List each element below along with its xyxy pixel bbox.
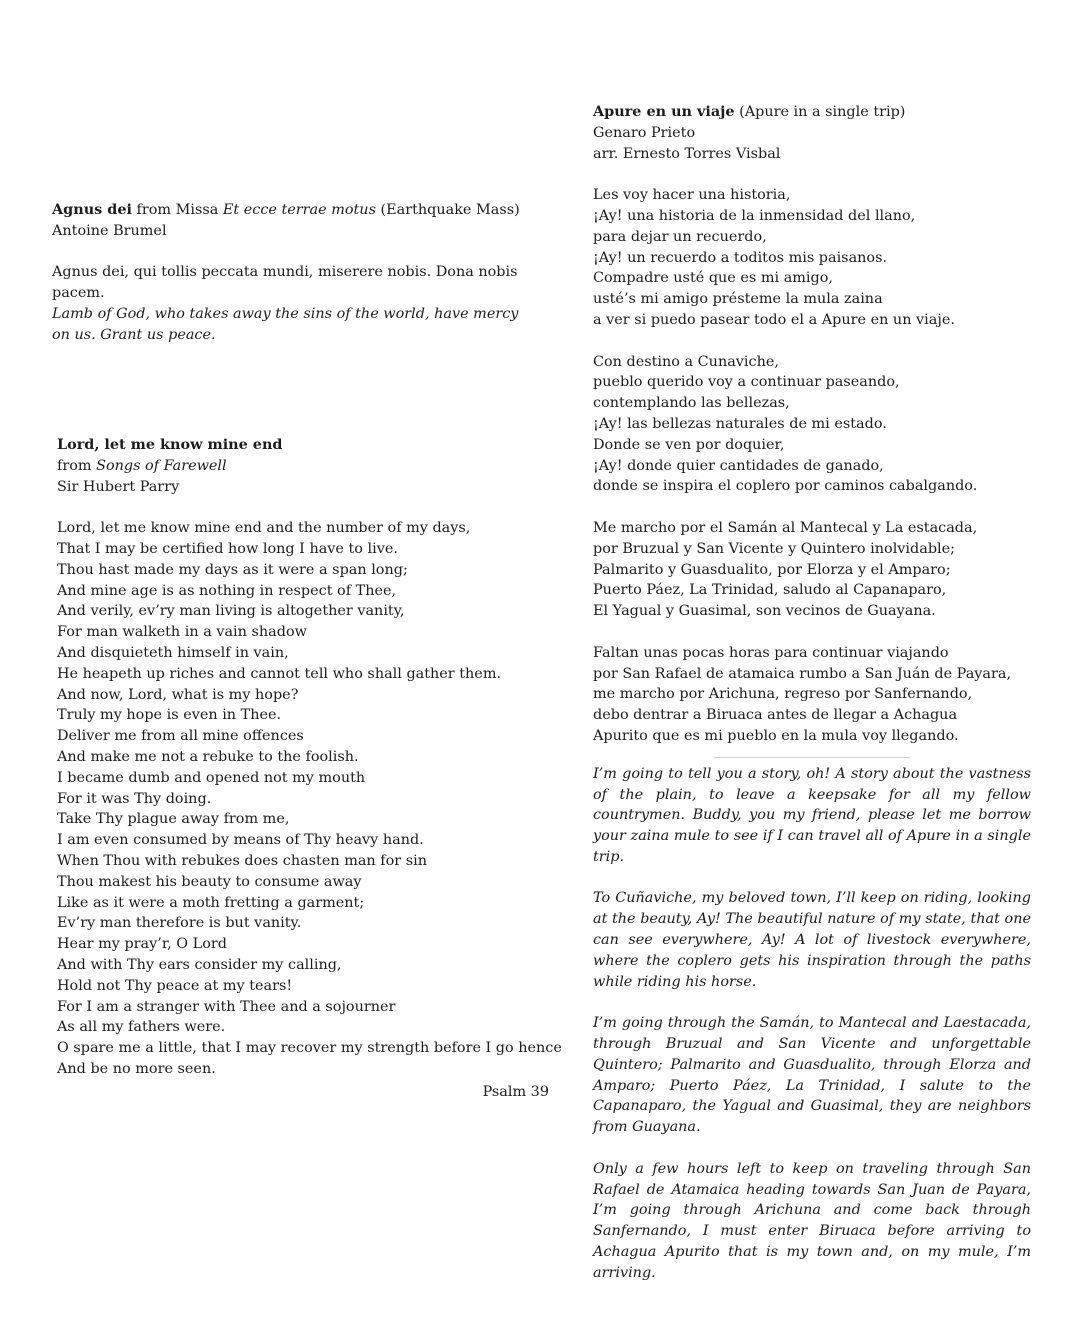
- apure-heading: [593, 102, 1031, 123]
- lyric-line: That I may be certified how long I have to live.: [57, 540, 398, 557]
- lyric-line: para dejar un recuerdo,: [593, 228, 767, 245]
- stanza: [593, 643, 1031, 747]
- agnus-heading: [52, 200, 550, 221]
- lyric-line: contemplando las bellezas,: [593, 395, 790, 412]
- lyric-line: Palmarito y Guasdualito, por Elorza y el Amparo;: [593, 561, 951, 578]
- translation-paragraph: I’m going through the Samán, to Mantecal and Laestacada, through Bruzual and San Vicente and unforgettable Quintero; Palmarito and Guasdualito, through Elorza and Amparo; Puerto Páez, La Trinidad, I salute to the Capanaparo, the Yagual and Guasimal, they are neighbors from Guayana.: [593, 1015, 1031, 1136]
- lyric-line: ¡Ay! un recuerdo a toditos mis paisanos.: [593, 249, 888, 266]
- lyric-line: Faltan unas pocas horas para continuar viajando: [593, 644, 949, 661]
- lyric-line: Thou makest his beauty to consume away: [57, 873, 362, 890]
- lyric-line: a ver si puedo pasear todo el a Apure en un viaje.: [593, 311, 955, 328]
- agnus-title: Agnus dei: [52, 201, 132, 218]
- stanza: [593, 352, 1031, 498]
- lyric-line: And mine age is as nothing in respect of Thee,: [57, 582, 397, 599]
- lord-collection: Songs of Farewell: [96, 457, 227, 474]
- lyric-line: I became dumb and opened not my mouth: [57, 769, 366, 786]
- lyric-line: For man walketh in a vain shadow: [57, 624, 307, 641]
- lyric-line: Apurito que es mi pueblo en la mula voy llegando.: [593, 727, 959, 744]
- agnus-latin-text: Agnus dei, qui tollis peccata mundi, miserere nobis. Dona nobis pacem.: [52, 264, 518, 302]
- lyric-line: Hear my pray’r, O Lord: [57, 936, 227, 953]
- apure-section: [593, 102, 1031, 1284]
- lyric-line: por Bruzual y San Vicente y Quintero inolvidable;: [593, 540, 956, 557]
- translation-paragraph: Only a few hours left to keep on traveling through San Rafael de Atamaica heading towards San Juan de Payara, I’m going through Arichuna and come back through Sanfernando, I must enter Biruaca before arriving to Achagua Apurito that is my town and, on my mule, I’m arriving.: [593, 1160, 1031, 1281]
- lyric-line: As all my fathers were.: [57, 1019, 226, 1036]
- stanza: [593, 185, 1031, 331]
- translation-paragraph: I’m going to tell you a story, oh! A story about the vastness of the plain, to leave a keepsake for all my fellow countrymen. Buddy, you my friend, please let me borrow your zaina mule to see if I can travel all of Apure in a single trip.: [593, 765, 1031, 865]
- lord-from: from: [57, 457, 97, 474]
- agnus-from: from Missa: [131, 202, 223, 218]
- lyric-line: For it was Thy doing.: [57, 790, 212, 807]
- lyric-line: And be no more seen.: [57, 1060, 216, 1077]
- lord-composer: Sir Hubert Parry: [57, 478, 180, 495]
- lyric-line: And disquieteth himself in vain,: [57, 644, 289, 661]
- lyric-line: O spare me a little, that I may recover my strength before I go hence: [57, 1040, 562, 1057]
- lyric-line: Compadre usté que es mi amigo,: [593, 270, 833, 287]
- lyric-line: Me marcho por el Samán al Mantecal y La estacada,: [593, 519, 978, 536]
- lyric-line: ¡Ay! las bellezas naturales de mi estado.: [593, 415, 887, 432]
- agnus-dei-section: [52, 200, 550, 346]
- lyric-line: ¡Ay! una historia de la inmensidad del llano,: [593, 207, 916, 224]
- lyric-line: donde se inspira el coplero por caminos cabalgando.: [593, 478, 978, 495]
- lyric-line: Take Thy plague away from me,: [57, 811, 290, 828]
- apure-arranger: arr. Ernesto Torres Visbal: [593, 145, 781, 162]
- lyric-line: He heapeth up riches and cannot tell who shall gather them.: [57, 665, 502, 682]
- lyric-line: And make me not a rebuke to the foolish.: [57, 748, 359, 765]
- lyric-line: Donde se ven por doquier,: [593, 436, 785, 453]
- lyric-line: And now, Lord, what is my hope?: [57, 686, 299, 703]
- lyric-line: And verily, ev’ry man living is altogether vanity,: [57, 603, 405, 620]
- apure-lyrics: [593, 185, 1031, 747]
- lyric-line: Thou hast made my days as it were a span long;: [57, 561, 408, 578]
- apure-translation: [593, 764, 1031, 1284]
- lyric-line: me marcho por Arichuna, regreso por Sanfernando,: [593, 686, 973, 703]
- agnus-mass-suffix: (Earthquake Mass): [375, 202, 520, 218]
- lyric-line: For I am a stranger with Thee and a sojourner: [57, 998, 396, 1015]
- lyric-line: El Yagual y Guasimal, son vecinos de Guayana.: [593, 603, 936, 620]
- translation-paragraph: To Cuñaviche, my beloved town, I’ll keep on riding, looking at the beauty, Ay! The beautiful nature of my state, that one can see everywhere, Ay! A lot of livestock everywhere, where the coplero gets his inspiration through the paths while riding his horse.: [593, 890, 1031, 990]
- lyric-line: And with Thy ears consider my calling,: [57, 956, 342, 973]
- lyric-line: Les voy hacer una historia,: [593, 187, 791, 204]
- apure-title: Apure en un viaje: [593, 103, 735, 120]
- lyric-line: Con destino a Cunaviche,: [593, 353, 779, 370]
- section-divider: [714, 757, 910, 758]
- lyric-line: debo dentrar a Biruaca antes de llegar a Achagua: [593, 707, 958, 724]
- lyric-line: Deliver me from all mine offences: [57, 728, 304, 745]
- lyric-line: por San Rafael de atamaica rumbo a San Juán de Payara,: [593, 665, 1012, 682]
- agnus-composer: Antoine Brumel: [52, 222, 167, 239]
- lyric-line: When Thou with rebukes does chasten man for sin: [57, 852, 427, 869]
- lord-section: [57, 435, 562, 1103]
- apure-composer: Genaro Prieto: [593, 124, 696, 141]
- lyric-line: I am even consumed by means of Thy heavy hand.: [57, 832, 424, 849]
- lyric-line: Like as it were a moth fretting a garment;: [57, 894, 365, 911]
- lyric-line: usté’s mi amigo présteme la mula zaina: [593, 291, 883, 308]
- lyric-line: Hold not Thy peace at my tears!: [57, 977, 293, 994]
- lord-lyrics: [57, 518, 562, 1080]
- lyric-line: pueblo querido voy a continuar paseando,: [593, 374, 900, 391]
- lord-title: Lord, let me know mine end: [57, 436, 283, 453]
- lord-source: Psalm 39: [482, 1083, 549, 1100]
- lyric-line: Ev’ry man therefore is but vanity.: [57, 915, 302, 932]
- lyric-line: Puerto Páez, La Trinidad, saludo al Capanaparo,: [593, 582, 947, 599]
- agnus-mass-name: Et ecce terrae motus: [222, 202, 376, 218]
- lyric-line: Truly my hope is even in Thee.: [57, 707, 282, 724]
- lord-from-line: [57, 456, 555, 477]
- lyric-line: Lord, let me know mine end and the number of my days,: [57, 520, 471, 537]
- agnus-translation: Lamb of God, who takes away the sins of the world, have mercy on us. Grant us peace.: [52, 305, 519, 343]
- apure-subtitle: (Apure in a single trip): [734, 104, 906, 120]
- lyric-line: ¡Ay! donde quier cantidades de ganado,: [593, 457, 884, 474]
- stanza: [593, 518, 1031, 622]
